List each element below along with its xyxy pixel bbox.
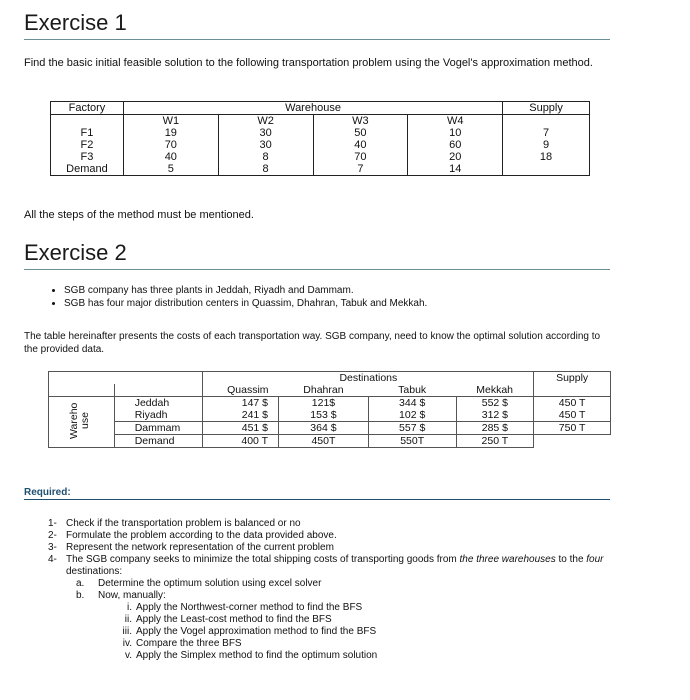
row-label: Jeddah (114, 397, 203, 410)
table-cell: 20 (408, 151, 503, 163)
table-row (49, 409, 611, 422)
step-emphasis: four (586, 554, 604, 565)
row-label: F2 (51, 139, 124, 151)
table-row (49, 397, 611, 410)
step-text: Apply the Northwest-corner method to find the BFS (136, 602, 363, 613)
company-bullets (40, 284, 427, 310)
demand-cell: 250 T (456, 435, 534, 448)
step-number: 2- (48, 530, 57, 541)
list-item (114, 602, 644, 614)
table-cell: 70 (313, 151, 408, 163)
step-number: a. (76, 578, 85, 589)
table-cell: 344 $ (368, 397, 456, 410)
demand-cell: 14 (408, 163, 503, 176)
demand-cell: 5 (123, 163, 218, 176)
step-text: Formulate the problem according to the data provided above. (66, 530, 337, 541)
row-label: F1 (51, 127, 124, 139)
step-text: Apply the Simplex method to find the optimum solution (136, 650, 378, 661)
list-item (76, 590, 628, 662)
list-item: • SGB has four major distribution centers in Quassim, Dhahran, Tabuk and Mekkah. (64, 297, 427, 310)
supply-cell: 7 (503, 127, 590, 139)
exercise-2-intro: The table hereinafter presents the costs of each transportation way. SGB company, need to know the optimal solution according to the provided data. (24, 331, 601, 355)
step-text: Represent the network representation of the current problem (66, 542, 334, 553)
required-steps (48, 518, 618, 662)
supply-cell: 750 T (534, 422, 611, 435)
table-row (49, 435, 611, 448)
exercise-1-rule (24, 39, 610, 40)
warehouse-side-label (49, 397, 115, 448)
row-label: Dammam (114, 422, 203, 435)
table-cell: 8 (218, 151, 313, 163)
step-text: destinations: (66, 566, 123, 577)
exercise-1-title: Exercise 1 (24, 10, 127, 35)
step-number: i. (127, 602, 132, 613)
table-cell: 50 (313, 127, 408, 139)
step-number: iii. (122, 626, 132, 637)
required-heading: Required: (24, 487, 71, 498)
table-cell: 153 $ (279, 409, 369, 422)
step-text: Apply the Vogel approximation method to find the BFS (136, 626, 377, 637)
demand-cell: 550T (368, 435, 456, 448)
column-header: Dhahran (279, 384, 369, 397)
sub-steps (66, 578, 618, 662)
table-row (51, 127, 590, 139)
column-header: W1 (123, 115, 218, 128)
exercise-1-instruction: Find the basic initial feasible solution to the following transportation problem using the Vogel's approximation method. (24, 57, 593, 69)
table-cell: 30 (218, 127, 313, 139)
list-item (48, 530, 618, 542)
required-rule (24, 499, 610, 500)
table-cell: 552 $ (456, 397, 534, 410)
factory-header: Factory (51, 102, 124, 115)
demand-cell: 400 T (203, 435, 279, 448)
table-cell: 285 $ (456, 422, 534, 435)
table-cell (51, 115, 124, 128)
list-item (48, 554, 618, 662)
exercise-2-table (48, 371, 611, 448)
step-number: 3- (48, 542, 57, 553)
list-item (48, 542, 618, 554)
table-cell (534, 384, 611, 397)
table-cell (49, 384, 115, 397)
column-header: Tabuk (368, 384, 456, 397)
table-cell: 10 (408, 127, 503, 139)
exercise-2-rule (24, 269, 610, 270)
supply-cell: 450 T (534, 409, 611, 422)
step-number: 4- (48, 554, 57, 565)
supply-cell: 450 T (534, 397, 611, 410)
step-number: ii. (124, 614, 132, 625)
list-item: • SGB company has three plants in Jeddah, Riyadh and Dammam. (64, 284, 427, 297)
table-cell (534, 435, 611, 448)
supply-cell: 9 (503, 139, 590, 151)
column-header: W2 (218, 115, 313, 128)
demand-label: Demand (114, 435, 203, 448)
demand-cell: 450T (279, 435, 369, 448)
list-item (114, 638, 644, 650)
warehouse-side-label-text: Warehouse (68, 402, 92, 439)
warehouse-header: Warehouse (123, 102, 502, 115)
list-item (114, 626, 644, 638)
list-item (76, 578, 628, 590)
supply-header: Supply (503, 102, 590, 115)
demand-label: Demand (51, 163, 124, 176)
table-cell: 364 $ (279, 422, 369, 435)
table-cell (114, 384, 203, 397)
row-label: Riyadh (114, 409, 203, 422)
table-row (51, 139, 590, 151)
exercise-1-table (50, 101, 590, 176)
table-cell: 19 (123, 127, 218, 139)
demand-cell: 8 (218, 163, 313, 176)
table-row (51, 151, 590, 163)
exercise-2-title: Exercise 2 (24, 240, 127, 265)
column-header: W3 (313, 115, 408, 128)
column-header: Mekkah (456, 384, 534, 397)
list-item (114, 614, 644, 626)
table-cell: 121$ (279, 397, 369, 410)
step-text: to the (555, 554, 587, 565)
step-text: The SGB company seeks to minimize the total shipping costs of transporting goods from (66, 554, 460, 565)
column-header: Quassim (203, 384, 279, 397)
demand-cell: 7 (313, 163, 408, 176)
step-number: 1- (48, 518, 57, 529)
table-cell: 70 (123, 139, 218, 151)
step-number: v. (124, 650, 132, 661)
table-cell: 60 (408, 139, 503, 151)
table-row (49, 422, 611, 435)
table-cell: 40 (313, 139, 408, 151)
table-cell: 557 $ (368, 422, 456, 435)
table-cell (503, 163, 590, 176)
exercise-1-note: All the steps of the method must be mentioned. (24, 209, 254, 221)
table-cell (49, 372, 115, 385)
supply-cell: 18 (503, 151, 590, 163)
destinations-header: Destinations (203, 372, 534, 385)
step-text: Compare the three BFS (136, 638, 242, 649)
table-cell (503, 115, 590, 128)
step-emphasis: the three warehouses (459, 554, 556, 565)
supply-header: Supply (534, 372, 611, 385)
manual-steps (98, 602, 628, 662)
step-number: iv. (122, 638, 132, 649)
list-item (48, 518, 618, 530)
step-text: Apply the Least-cost method to find the BFS (136, 614, 332, 625)
table-cell: 147 $ (203, 397, 279, 410)
step-text: Now, manually: (98, 590, 166, 601)
list-item (114, 650, 644, 662)
table-cell: 40 (123, 151, 218, 163)
table-cell: 102 $ (368, 409, 456, 422)
table-cell: 312 $ (456, 409, 534, 422)
step-number: b. (76, 590, 85, 601)
table-cell: 241 $ (203, 409, 279, 422)
table-row (51, 163, 590, 176)
step-text: Determine the optimum solution using excel solver (98, 578, 322, 589)
row-label: F3 (51, 151, 124, 163)
table-cell (114, 372, 203, 385)
table-cell: 30 (218, 139, 313, 151)
table-cell: 451 $ (203, 422, 279, 435)
step-text: Check if the transportation problem is balanced or no (66, 518, 301, 529)
column-header: W4 (408, 115, 503, 128)
